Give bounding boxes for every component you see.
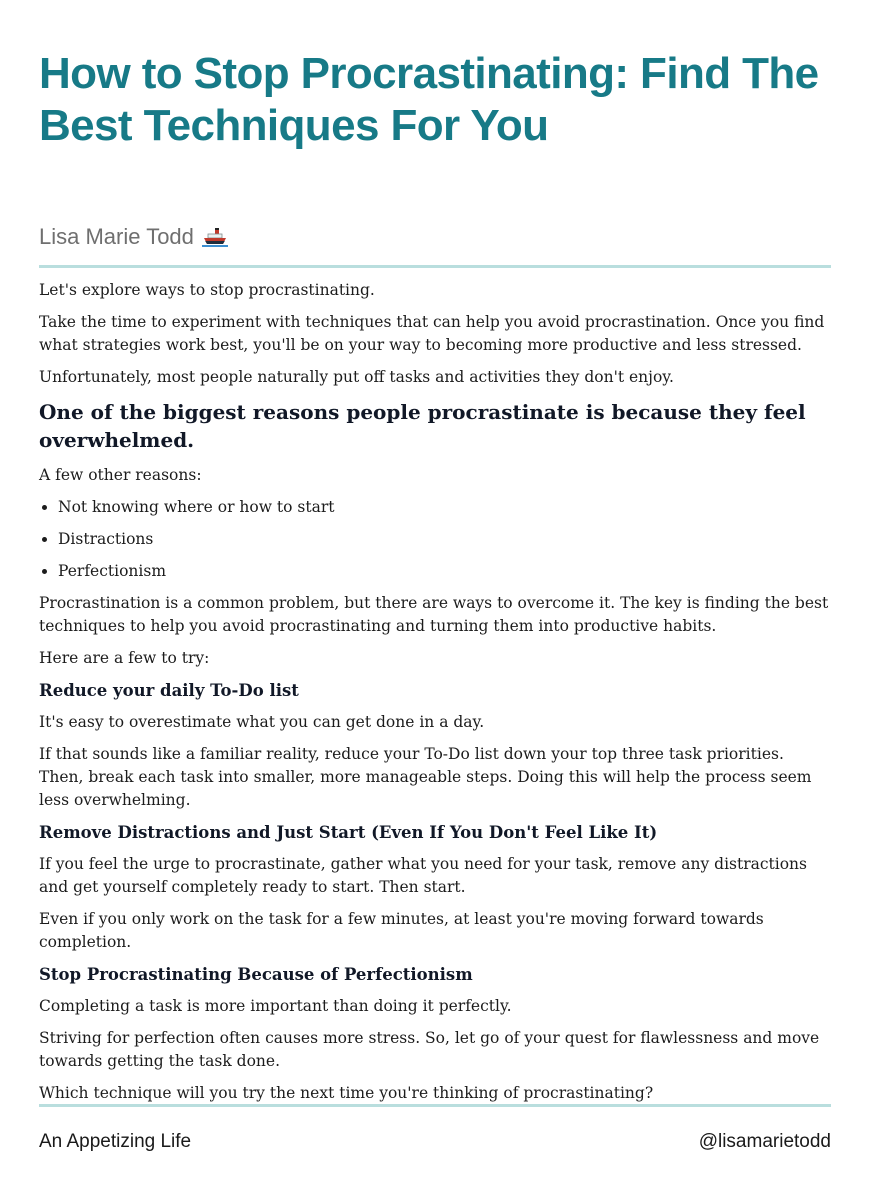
section-paragraph: If you feel the urge to procrastinate, gather what you need for your task, remove any distractions and get yourself completely ready to start. Then start.	[39, 855, 807, 896]
closing-question: Which technique will you try the next time you're thinking of procrastinating?	[39, 1084, 654, 1102]
section-paragraph: Even if you only work on the task for a few minutes, at least you're moving forward towards completion.	[39, 910, 764, 951]
list-item: • Distractions	[58, 528, 831, 551]
footer-divider	[39, 1104, 831, 1107]
section-paragraph: Completing a task is more important than doing it perfectly.	[39, 997, 512, 1015]
transition-paragraph: Here are a few to try:	[39, 649, 210, 667]
section-heading: Remove Distractions and Just Start (Even If You Don't Feel Like It)	[39, 823, 658, 842]
intro-paragraph: Unfortunately, most people naturally put off tasks and activities they don't enjoy.	[39, 368, 674, 386]
author-line	[39, 224, 228, 250]
ship-icon	[202, 226, 228, 248]
list-item: • Not knowing where or how to start	[58, 496, 831, 519]
intro-paragraph: Let's explore ways to stop procrastinating.	[39, 281, 375, 299]
transition-paragraph: Procrastination is a common problem, but there are ways to overcome it. The key is finding the best techniques to help you avoid procrastinating and turning them into productive habits.	[39, 594, 829, 635]
article-title: How to Stop Procrastinating: Find The Best Techniques For You	[39, 49, 819, 150]
footer-handle: @lisamarietodd	[698, 1131, 831, 1152]
reasons-list	[39, 496, 831, 583]
reasons-intro: A few other reasons:	[39, 466, 202, 484]
section-paragraph: Striving for perfection often causes more stress. So, let go of your quest for flawlessness and move towards getting the task done.	[39, 1029, 820, 1070]
author-name: Lisa Marie Todd	[39, 224, 194, 249]
section-paragraph: It's easy to overestimate what you can get done in a day.	[39, 713, 485, 731]
list-item: • Perfectionism	[58, 560, 831, 583]
section-heading: Reduce your daily To-Do list	[39, 681, 299, 700]
article-body	[39, 279, 831, 1114]
header-divider	[39, 265, 831, 268]
main-heading: One of the biggest reasons people procrastinate is because they feel overwhelmed.	[39, 400, 806, 452]
section-paragraph: If that sounds like a familiar reality, reduce your To-Do list down your top three task priorities. Then, break each task into smaller, more manageable steps. Doing this will help the process seem less overwhelming.	[39, 745, 812, 809]
footer-brand: An Appetizing Life	[39, 1131, 192, 1152]
intro-paragraph: Take the time to experiment with techniques that can help you avoid procrastination. Once you find what strategies work best, you'll be on your way to becoming more productive and less stressed.	[39, 313, 825, 354]
section-heading: Stop Procrastinating Because of Perfectionism	[39, 965, 473, 984]
